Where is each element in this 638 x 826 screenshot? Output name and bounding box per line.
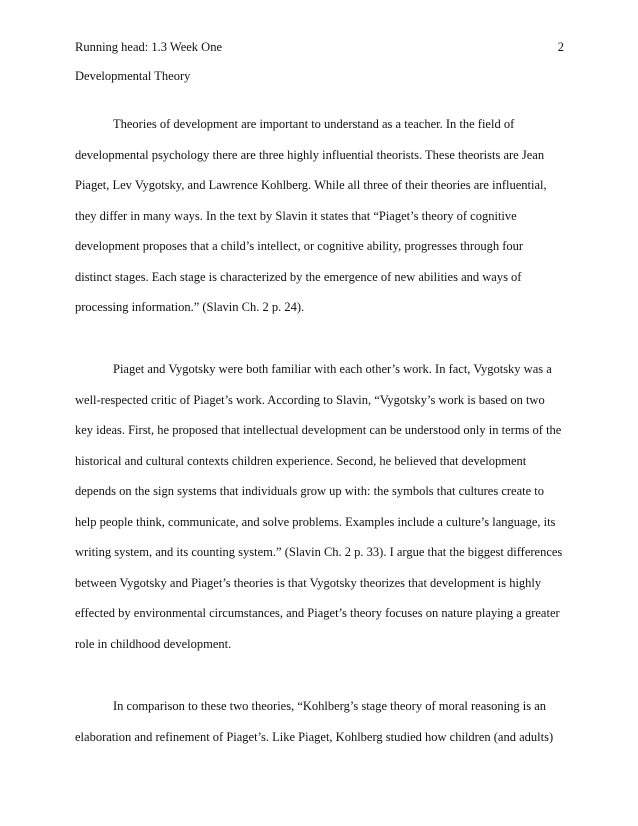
paragraph-2 (75, 361, 575, 666)
paragraph-line: well-respected critic of Piaget’s work. According to Slavin, “Vygotsky’s work is based on two (75, 392, 545, 407)
paragraph-line: development proposes that a child’s intellect, or cognitive ability, progresses through four (75, 239, 524, 253)
paragraph-line: writing system, and its counting system.” (Slavin Ch. 2 p. 33). I argue that the biggest differences (75, 545, 563, 559)
paragraph-line: between Vygotsky and Piaget’s theories is that Vygotsky theorizes that development is highly (75, 575, 542, 590)
paragraph-line: depends on the sign systems that individuals grow up with: the symbols that cultures create to (75, 484, 545, 498)
paragraph-line: effected by environmental circumstances, and Piaget’s theory focuses on nature playing a greater (75, 606, 560, 620)
paragraph-1 (75, 116, 575, 330)
paragraph-line: developmental psychology there are three highly influential theorists. These theorists are Jean (75, 147, 545, 162)
paragraph-line: Piaget and Vygotsky were both familiar with each other’s work. In fact, Vygotsky was a (113, 362, 552, 376)
paragraph-line: elaboration and refinement of Piaget’s. Like Piaget, Kohlberg studied how children (and adults) (75, 729, 554, 744)
paragraph-line: historical and cultural contexts children experience. Second, he believed that development (75, 453, 527, 468)
document-title: Developmental Theory (75, 69, 191, 83)
paragraph-line: processing information.” (Slavin Ch. 2 p. 24). (75, 300, 305, 314)
paragraph-3 (75, 698, 575, 759)
paragraph-line: help people think, communicate, and solve problems. Examples include a culture’s language, its (75, 514, 556, 529)
paragraph-line: In comparison to these two theories, “Kohlberg’s stage theory of moral reasoning is an (113, 699, 546, 713)
paragraph-line: they differ in many ways. In the text by Slavin it states that “Piaget’s theory of cognitive (75, 208, 517, 223)
paragraph-line: distinct stages. Each stage is characterized by the emergence of new abilities and ways of (75, 269, 522, 284)
paragraph-line: Piaget, Lev Vygotsky, and Lawrence Kohlberg. While all three of their theories are influential, (75, 178, 547, 192)
paragraph-line: role in childhood development. (75, 636, 232, 651)
paragraph-line: Theories of development are important to understand as a teacher. In the field of (113, 117, 515, 131)
paragraph-line: key ideas. First, he proposed that intellectual development can be understood only in terms of the (75, 423, 562, 437)
running-head: Running head: 1.3 Week One (75, 40, 222, 54)
page-number: 2 (557, 40, 564, 54)
